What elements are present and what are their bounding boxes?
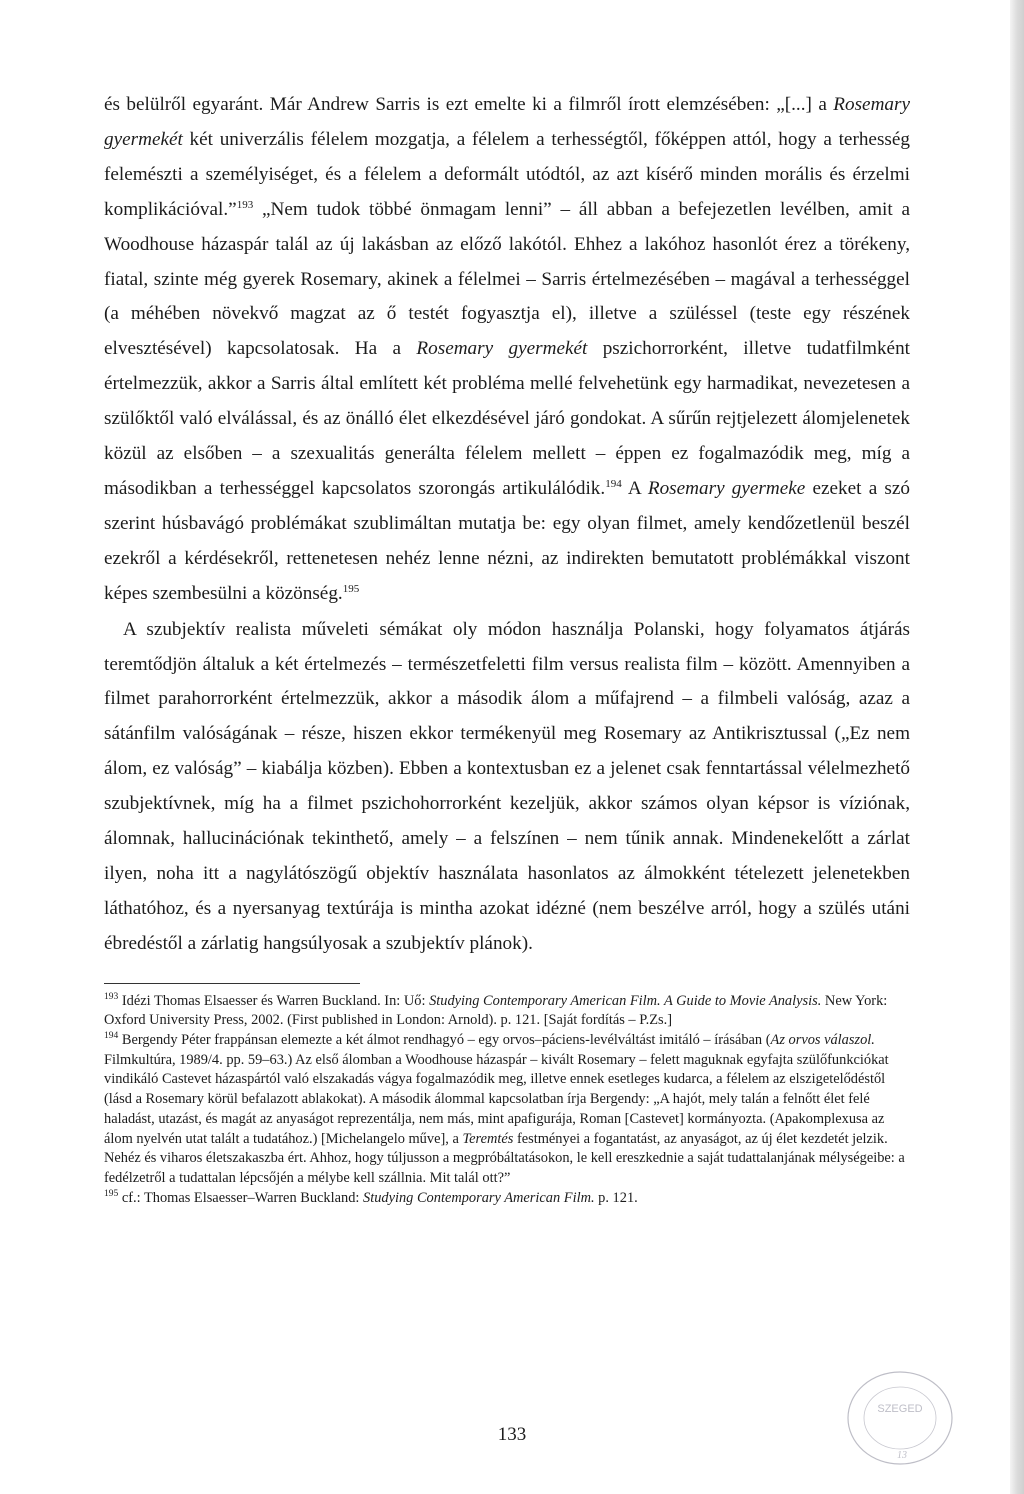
footnote-ref: 194 bbox=[605, 477, 622, 490]
body-text bbox=[104, 88, 910, 962]
stamp-number: 13 bbox=[897, 1450, 907, 1461]
text-run: A szubjektív realista műveleti sémákat oly módon használja Polanski, hogy folyamatos átjárás teremtődjön általuk a két értelmezés – természetfeletti film versus realista film – között. Amennyiben a filmet parahorrorként értelmezzük, akkor a második álom a műfajrend – a filmbeli valóság, azaz a sátánfilm valóságának – része, hiszen ekkor termékenyül meg Rosemary az Antikrisztussal („Ez nem álom, ez valóság” – kiabálja közben). Ebben a kontextusban ez a jelenet csak fenntartással vélelmezhető szubjektívnek, míg ha a filmet pszichohorrorként kezeljük, akkor számos olyan képsor is víziónak, álomnak, hallucinációnak tekinthető, amely – a felszínen – nem tűnik annak. Mindenekelőtt a zárlat ilyen, noha itt a nagylátószögű objektív használata hasonlatos az álmokként tételezett jelenetekben láthatóhoz, és a nyersanyag textúrája is mintha azokat idézné (nem beszélve arról, hogy a szülés utáni ébredéstől a zárlatig hangsúlyosak a szubjektív plánok). bbox=[104, 618, 910, 954]
text-run: „Nem tudok többé önmagam lenni” – áll abban a befejezetlen levélben, amit a Woodhouse házaspár talál az új lakásban az előző lakótól. Ehhez a lakóhoz hasonlót érez a törékeny, fiatal, szinte még gyerek Rosemary, akinek a félelmei – Sarris értelmezésében – magával a terhességgel (a méhében növekvő magzat az ő testét fogyasztja el), illetve a szüléssel (teste egy részének elvesztésével) kapcsolatosak. Ha a bbox=[104, 198, 910, 360]
page-edge-shadow bbox=[1010, 0, 1024, 1494]
page-content bbox=[104, 88, 910, 1208]
text-run: két univerzális félelem mozgatja, a félelem a terhességtől, főképpen attól, hogy a terhesség felemészti a személyiséget, és a félelem a deformált utódtól, az azt kísérő minden morális és érzelmi komplikációval.” bbox=[104, 128, 910, 220]
library-stamp bbox=[828, 1352, 958, 1472]
italic-title: Rosemary gyermekét bbox=[104, 94, 910, 150]
footnote-ref: 195 bbox=[342, 582, 360, 595]
text-run: festményei a fogantatást, az anyaságot, az új élet kezdetét jelzik. Nehéz és viharos életszakaszba ért. Ahhoz, hogy túljusson a megpróbáltatásokon, le kell ereszkednie a saját tudattalanjának mélységeibe: a fedélzetről a tudattalan lépcsőjén a mélybe kell szállnia. Mit talál ott?” bbox=[104, 1130, 905, 1186]
text-run: Bergendy Péter frappánsan elemezte a két álmot rendhagyó – egy orvos–páciens-levélváltást imitáló – írásában ( bbox=[118, 1032, 771, 1049]
footnote-ref: 193 bbox=[236, 198, 254, 211]
text-run: Idézi Thomas Elsaesser és Warren Buckland. In: Uő: bbox=[118, 992, 430, 1009]
footnote-separator bbox=[104, 983, 360, 984]
italic-title: Rosemary gyermeke bbox=[647, 477, 806, 499]
footnote-number: 194 bbox=[104, 1031, 119, 1042]
italic-title: Teremtés bbox=[462, 1130, 514, 1147]
text-run: New York: Oxford University Press, 2002. (First published in London: Arnold). p. 121. [Saját fordítás – P.Zs.] bbox=[104, 992, 888, 1029]
text-run: pszichorrorként, illetve tudatfilmként értelmezzük, akkor a Sarris által említett két probléma mellé felvehetünk egy harmadikat, nevezetesen a szülőktől való elválással, és az önálló élet elkezdésével járó gondokat. A sűrűn rejtjelezett álomjelenetek közül az elsőben – a szexualitás generálta félelem mellett – éppen ez fogalmazódik meg, míg a másodikban a terhességgel kapcsolatos szorongás artikulálódik. bbox=[104, 338, 910, 499]
footnote-193 bbox=[104, 992, 910, 1031]
footnotes bbox=[104, 992, 910, 1209]
stamp-text: SZEGED bbox=[877, 1403, 923, 1415]
text-run: A bbox=[621, 477, 648, 499]
paragraph-1 bbox=[104, 88, 910, 612]
footnote-number: 193 bbox=[104, 991, 119, 1002]
italic-title: Studying Contemporary American Film. bbox=[363, 1189, 595, 1206]
paragraph-2 bbox=[104, 613, 910, 962]
italic-title: Az orvos válaszol. bbox=[770, 1032, 875, 1049]
text-run: Filmkultúra, 1989/4. pp. 59–63.) Az első álomban a Woodhouse házaspár – kivált Rosemary – felett maguknak egyfajta szülőfunkciókat vindikáló Castevet házaspártól való elszakadás vágya fogalmazódik meg, illetve ennek esetleges kudarca, a félelem az elszigetelődéstől (lásd a Rosemary körül befalazott ablakokat). A második álommal kapcsolatban írja Bergendy: „A hajót, mely talán a felnőtt élet felé haladást, utazást, és magát az anyaságot reprezentálja, nem más, mint apafigurája, Roman [Castevet] kormányozta. (Apakomplexusa az álom nyelvén utat talált a tudatához.) [Michelangelo műve], a bbox=[104, 1051, 889, 1147]
text-run: és belülről egyaránt. Már Andrew Sarris is ezt emelte ki a filmről írott elemzésében: „[...] a bbox=[104, 94, 834, 115]
text-run: p. 121. bbox=[594, 1189, 638, 1206]
italic-title: Rosemary gyermekét bbox=[416, 338, 588, 360]
footnote-194 bbox=[104, 1031, 910, 1189]
footnote-number: 195 bbox=[104, 1188, 119, 1199]
text-run: cf.: Thomas Elsaesser–Warren Buckland: bbox=[118, 1189, 363, 1206]
page-number: 133 bbox=[497, 1424, 527, 1445]
footnote-195 bbox=[104, 1189, 910, 1209]
italic-title: Studying Contemporary American Film. A Guide to Movie Analysis. bbox=[429, 992, 822, 1009]
text-run: ezeket a szó szerint húsbavágó problémákat szublimáltan mutatja be: egy olyan filmet, amely kendőzetlenül beszél ezekről a kérdésekről, rettenetesen nehéz lenne nézni, az indirekten bemutatott problémákkal viszont képes szembesülni a közönség. bbox=[104, 477, 910, 604]
